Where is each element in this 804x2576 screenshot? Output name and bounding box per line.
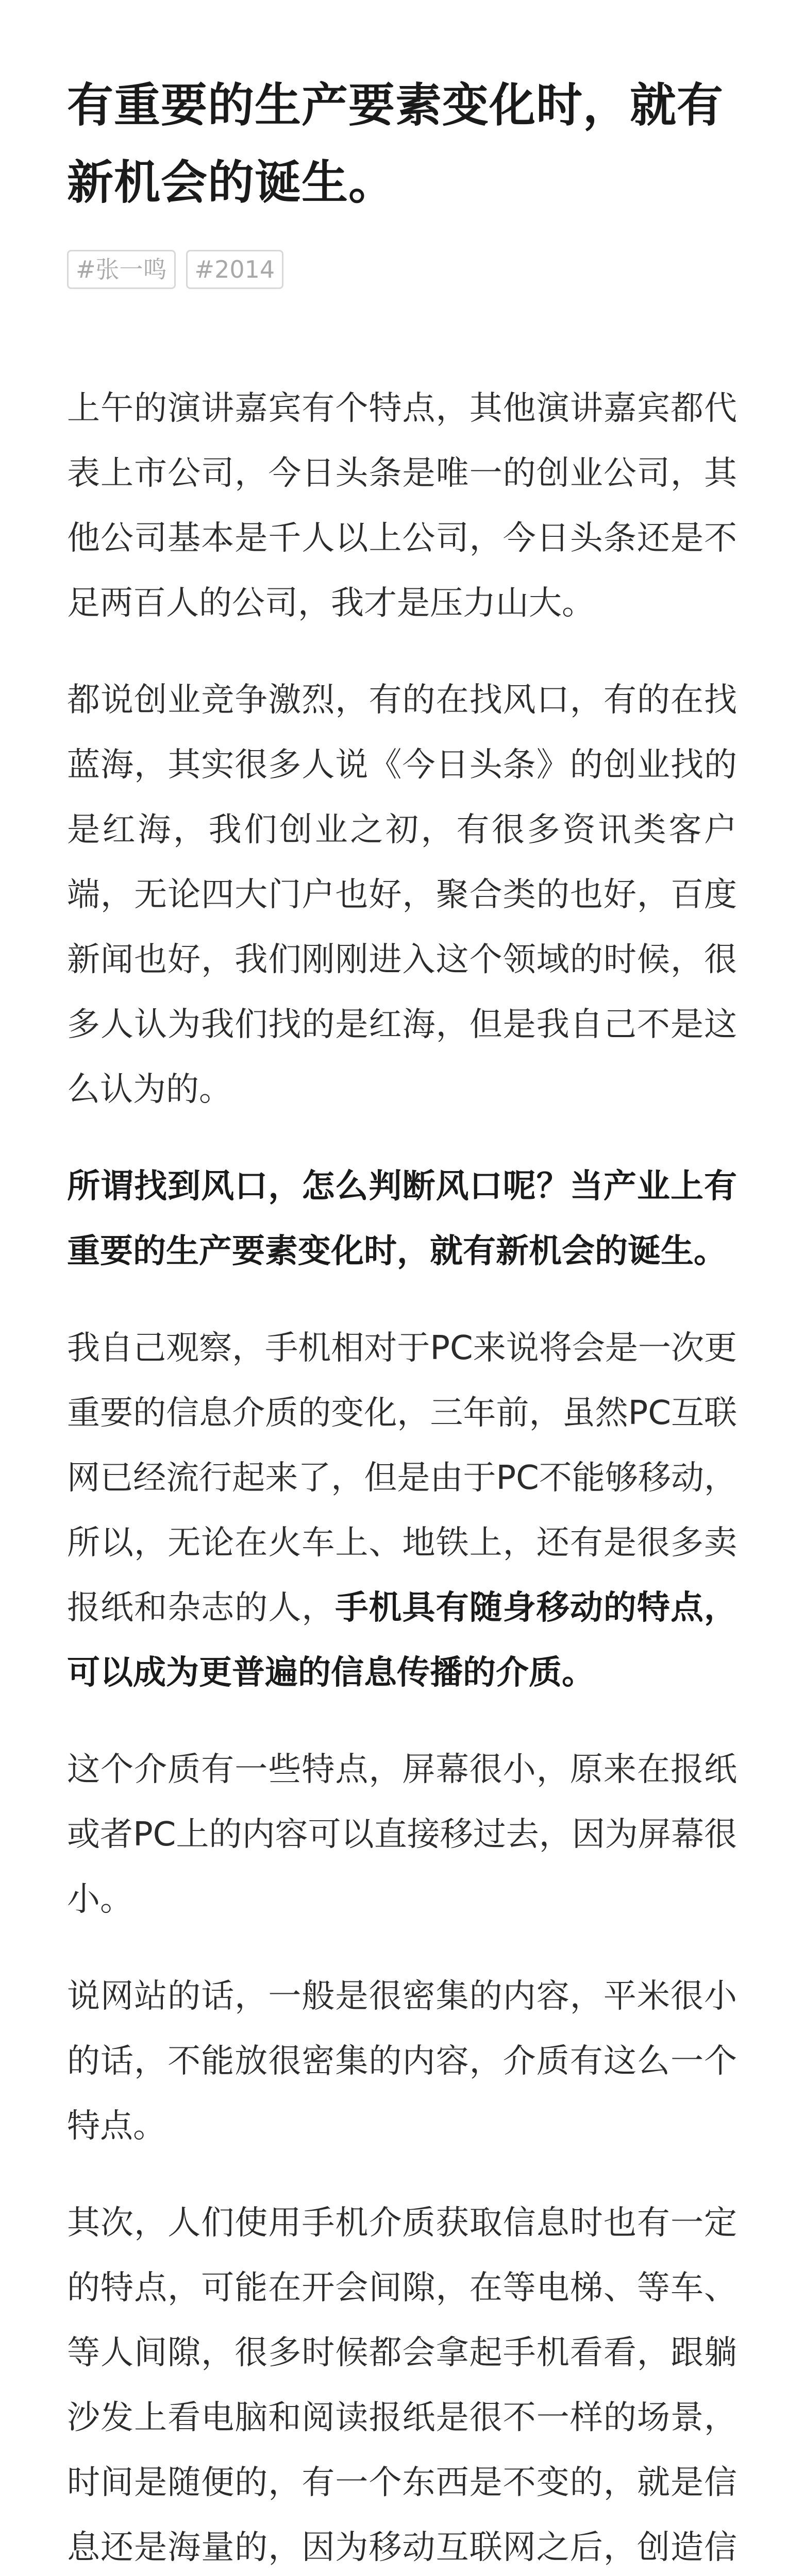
paragraph — [67, 668, 737, 1122]
tag-year[interactable]: #2014 — [186, 250, 284, 289]
paragraph-text: 其次，人们使用手机介质获取信息时也有一定的特点，可能在开会间隙，在等电梯、等车、等人间隙，很多时候都会拿起手机看看，跟躺沙发上看电脑和阅读报纸是很不一样的场景，时间是随便的，有一个东西是不变的，就是信息还是海量的，因为移动互联网之后，创造信 — [67, 2204, 737, 2567]
paragraph-text: 说网站的话，一般是很密集的内容，平米很小的话，不能放很密集的内容，介质有这么一个特点。 — [67, 1977, 737, 2145]
paragraph-text: 上午的演讲嘉宾有个特点，其他演讲嘉宾都代表上市公司，今日头条是唯一的创业公司，其他公司基本是千人以上公司，今日头条还是不足两百人的公司，我才是压力山大。 — [67, 389, 737, 622]
tag-list — [67, 250, 737, 291]
paragraph — [67, 1316, 737, 1705]
paragraph — [67, 376, 737, 636]
paragraph-text: 我自己观察，手机相对于PC来说将会是一次更重要的信息介质的变化，三年前，虽然PC互联网已经流行起来了，但是由于PC不能够移动，所以，无论在火车上、地铁上，还有是很多卖报纸和杂志的人， — [67, 1329, 737, 1627]
tag-author[interactable]: #张一鸣 — [67, 250, 176, 289]
paragraph — [67, 2191, 737, 2576]
paragraph — [67, 1964, 737, 2159]
article-body — [67, 376, 737, 2576]
paragraph-bold-text: 手机具有随身移动的特点，可以成为更普遍的信息传播的介质。 — [67, 1589, 737, 1692]
paragraph-text: 这个介质有一些特点，屏幕很小，原来在报纸或者PC上的内容可以直接移过去，因为屏幕很小。 — [67, 1751, 737, 1919]
article-title: 有重要的生产要素变化时，就有新机会的诞生。 — [67, 78, 724, 210]
paragraph-text: 都说创业竞争激烈，有的在找风口，有的在找蓝海，其实很多人说《今日头条》的创业找的是红海，我们创业之初，有很多资讯类客户端，无论四大门户也好，聚合类的也好，百度新闻也好，我们刚刚进入这个领域的时候，很多人认为我们找的是红海，但是我自己不是这么认为的。 — [67, 681, 737, 1109]
paragraph-bold-text: 所谓找到风口，怎么判断风口呢？当产业上有重要的生产要素变化时，就有新机会的诞生。 — [67, 1167, 737, 1270]
paragraph — [67, 1737, 737, 1932]
paragraph — [67, 1154, 737, 1284]
